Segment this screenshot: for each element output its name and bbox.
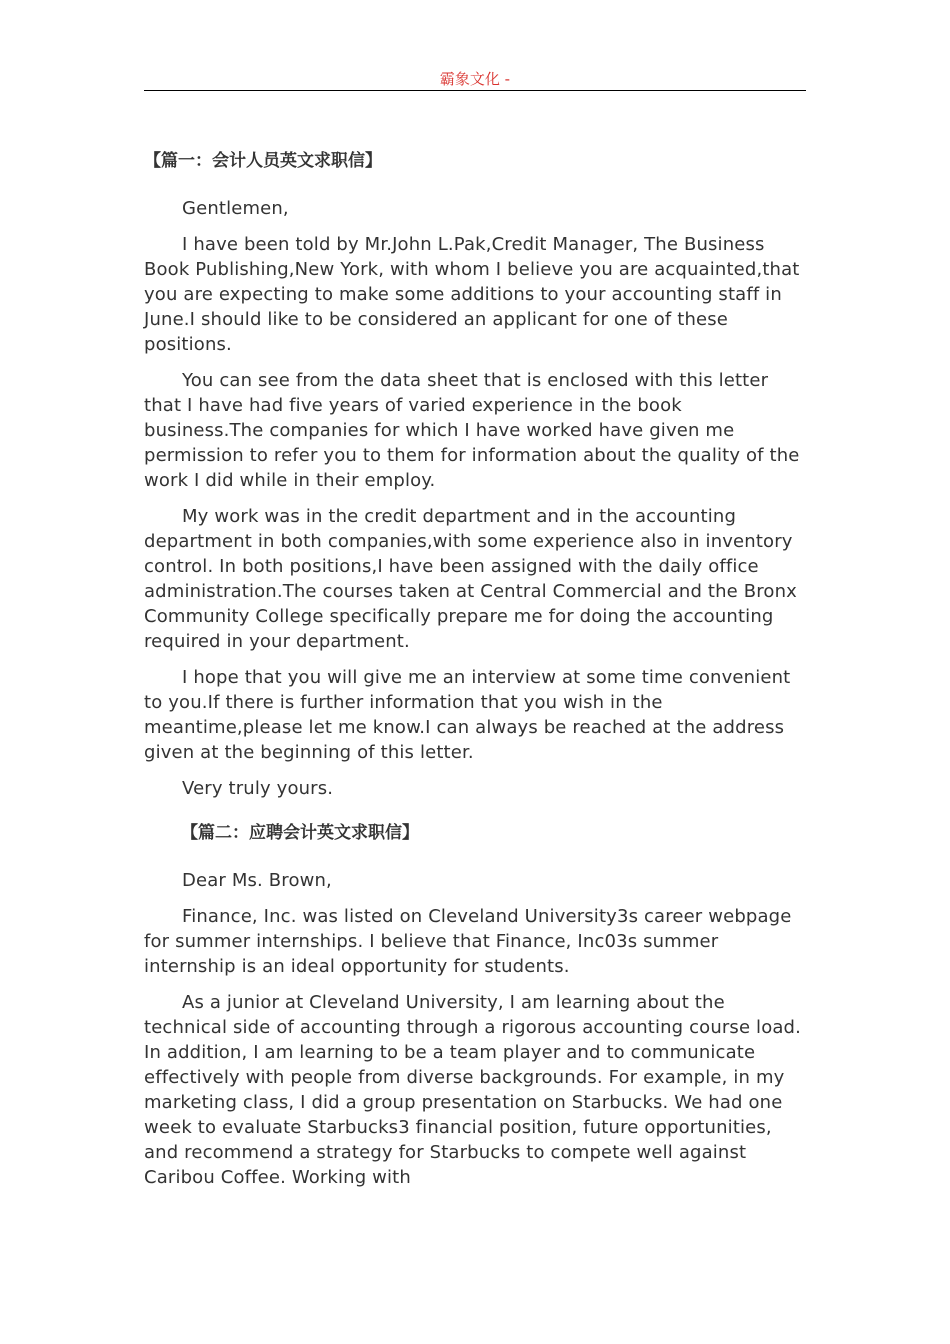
paragraph: I have been told by Mr.John L.Pak,Credit Manager, The Business Book Publishing,New York, with whom I believe you are acquainted,that you are expecting to make some additions to your accounting staff in June.I should like to be considered an applicant for one of these positions. <box>144 234 800 355</box>
closing: Very truly yours. <box>182 778 334 799</box>
salutation: Gentlemen, <box>182 198 289 219</box>
header-divider <box>144 90 806 91</box>
paragraph: Finance, Inc. was listed on Cleveland University3s career webpage for summer internships. I believe that Finance, Inc03s summer internship is an ideal opportunity for students. <box>144 906 792 977</box>
section-title-2: 【篇二：应聘会计英文求职信】 <box>181 823 419 843</box>
paragraph: My work was in the credit department and in the accounting department in both companies,with some experience also in inventory control. In both positions,I have been assigned with the daily office administration.The courses taken at Central Commercial and the Bronx Community College specifically prepare me for doing the accounting required in your department. <box>144 506 797 652</box>
paragraph: You can see from the data sheet that is enclosed with this letter that I have had five years of varied experience in the book business.The companies for which I have worked have given me permission to refer you to them for information about the quality of the work I did while in their employ. <box>144 370 800 491</box>
page-header: 霸象文化 - <box>439 70 511 88</box>
section-title-1: 【篇一：会计人员英文求职信】 <box>144 151 382 171</box>
paragraph: I hope that you will give me an interview at some time convenient to you.If there is further information that you wish in the meantime,please let me know.I can always be reached at the address given at the beginning of this letter. <box>144 667 791 763</box>
paragraph: As a junior at Cleveland University, I am learning about the technical side of accounting through a rigorous accounting course load. In addition, I am learning to be a team player and to communicate effectively with people from diverse backgrounds. For example, in my marketing class, I did a group presentation on Starbucks. We had one week to evaluate Starbucks3 financial position, future opportunities, and recommend a strategy for Starbucks to compete well against Caribou Coffee. Working with <box>144 992 801 1188</box>
salutation: Dear Ms. Brown, <box>182 870 332 891</box>
document-body <box>144 146 804 1190</box>
